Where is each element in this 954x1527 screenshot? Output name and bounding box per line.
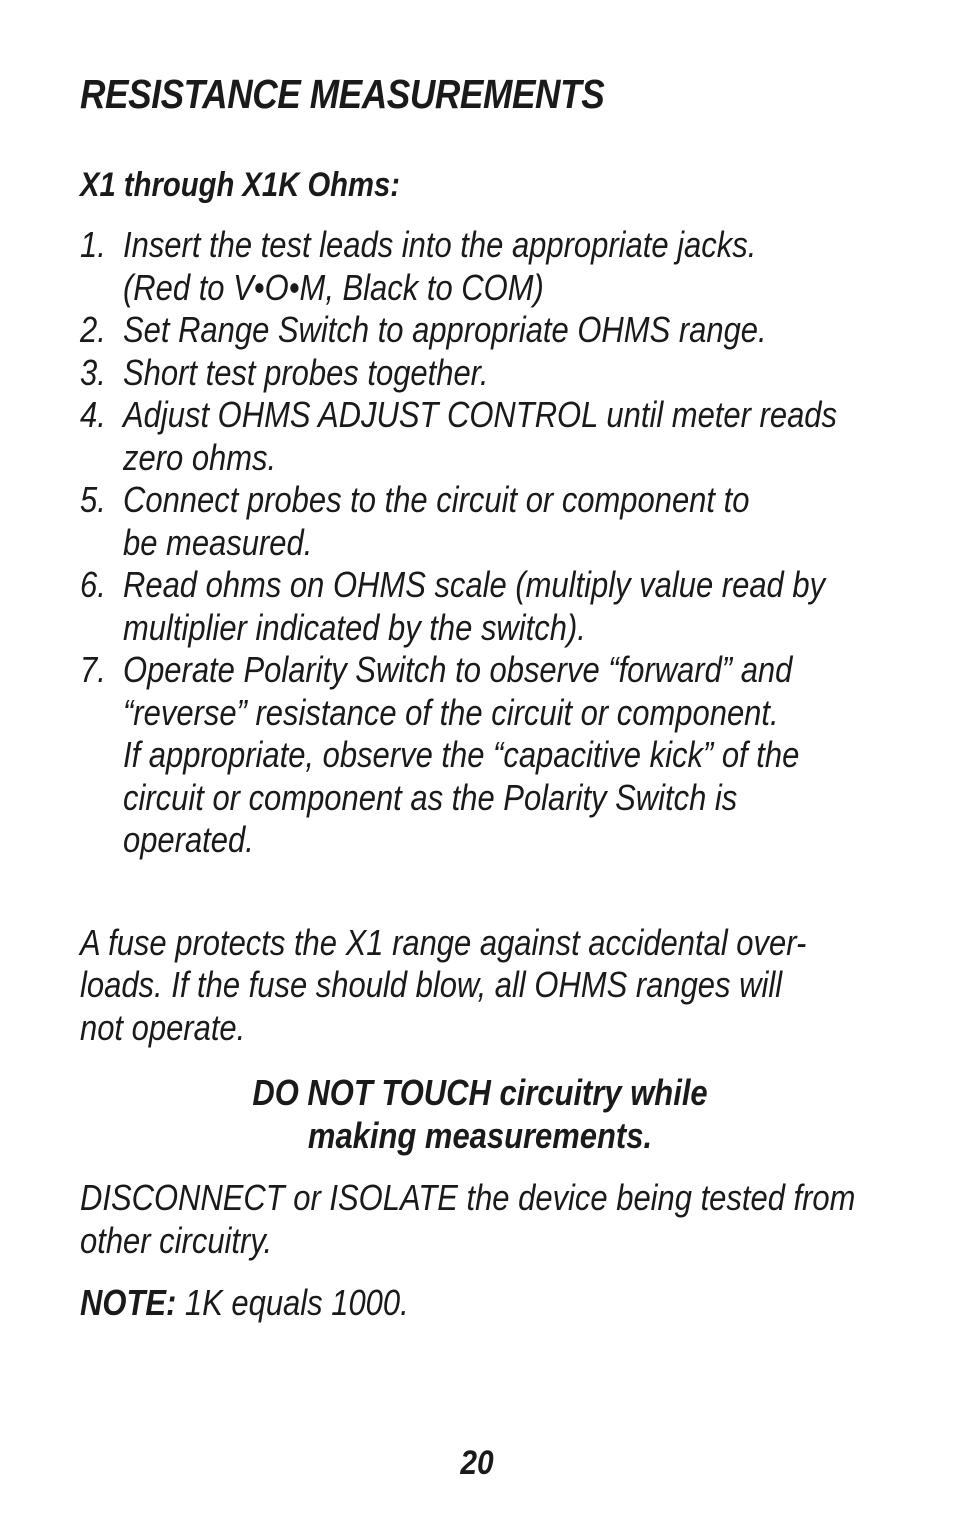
step-number: 7. xyxy=(80,649,106,690)
page-title: RESISTANCE MEASUREMENTS xyxy=(80,71,605,117)
fuse-paragraph: A fuse protects the X1 range against accidental over- loads. If the fuse should blow, all OHMS ranges will not operate. xyxy=(80,921,807,1048)
note-paragraph xyxy=(80,1282,878,1325)
list-item xyxy=(80,479,878,564)
list-item xyxy=(80,394,878,479)
section-subtitle: X1 through X1K Ohms: xyxy=(80,166,401,204)
step-number: 2. xyxy=(80,309,106,350)
warning-text: DO NOT TOUCH circuitry while making measurements. xyxy=(252,1072,708,1156)
manual-page xyxy=(80,68,880,1325)
list-item xyxy=(80,649,878,862)
step-number: 3. xyxy=(80,351,106,393)
step-number: 5. xyxy=(80,479,106,520)
step-text: Connect probes to the circuit or component to be measured. xyxy=(123,479,750,563)
list-item xyxy=(80,224,878,309)
step-text: Insert the test leads into the appropriate jacks. (Red to V•O•M, Black to COM) xyxy=(123,224,757,308)
step-number: 4. xyxy=(80,394,106,435)
step-number: 6. xyxy=(80,564,106,605)
page-number: 20 xyxy=(460,1444,494,1482)
note-text: 1K equals 1000. xyxy=(176,1282,409,1323)
step-text: Short test probes together. xyxy=(123,351,489,393)
list-item xyxy=(80,309,878,352)
step-text: Set Range Switch to appropriate OHMS range. xyxy=(123,309,767,350)
list-item xyxy=(80,352,878,395)
step-text: Operate Polarity Switch to observe “forward” and “reverse” resistance of the circuit or component. If appropriate, observe the “capacitive kick” of the circuit or component as the Polarity Switch is operated. xyxy=(123,649,800,860)
step-text: Adjust OHMS ADJUST CONTROL until meter reads zero ohms. xyxy=(123,394,837,478)
steps-list xyxy=(80,224,880,862)
list-item xyxy=(80,564,878,649)
step-number: 1. xyxy=(80,224,106,265)
step-text: Read ohms on OHMS scale (multiply value read by multiplier indicated by the switch). xyxy=(123,564,826,648)
disconnect-paragraph: DISCONNECT or ISOLATE the device being tested from other circuitry. xyxy=(80,1177,856,1261)
note-label: NOTE: xyxy=(80,1282,177,1323)
